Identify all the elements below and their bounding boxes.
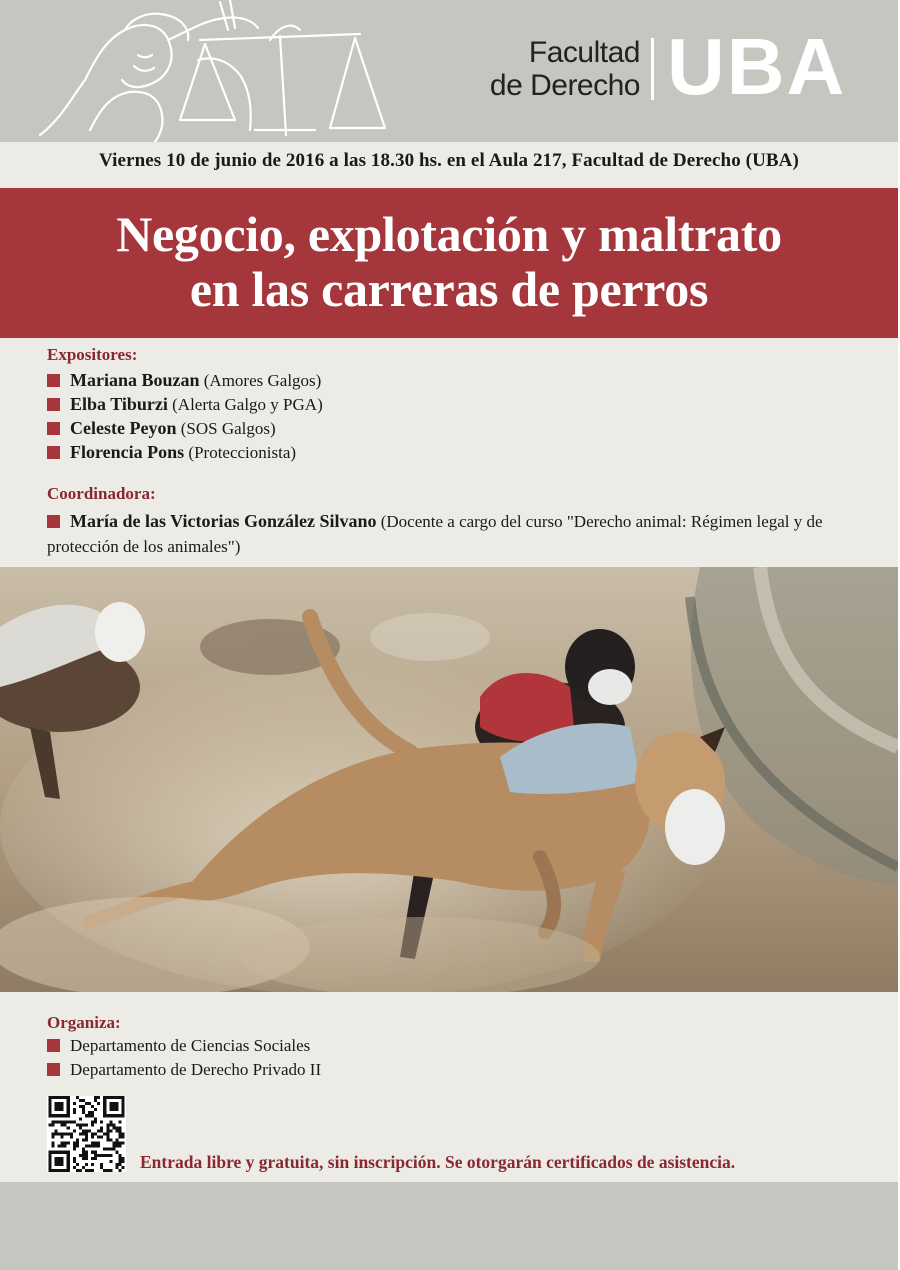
event-date-line: Viernes 10 de junio de 2016 a las 18.30 hs. en el Aula 217, Facultad de Derecho (UBA) [99, 150, 799, 171]
speaker-name: Elba Tiburzi [70, 394, 168, 414]
event-title-line-1: Negocio, explotación y maltrato [116, 206, 782, 262]
organizer-name: Departamento de Ciencias Sociales [70, 1036, 311, 1055]
speaker-affiliation: (SOS Galgos) [180, 419, 276, 438]
bullet-square-icon [47, 1063, 60, 1076]
event-title-line-2: en las carreras de perros [189, 261, 709, 317]
coordinator-name: María de las Victorias González Silvano [70, 511, 377, 531]
bullet-square-icon [47, 446, 60, 459]
university-logo-text: UBA [667, 22, 847, 111]
organizers-heading: Organiza: [47, 1013, 121, 1032]
coordinator-heading: Coordinadora: [47, 484, 156, 503]
coordinator-entry [47, 509, 857, 559]
footer-bar [0, 1182, 898, 1270]
bullet-square-icon [47, 515, 60, 528]
lady-justice-illustration [30, 0, 390, 142]
speaker-item [47, 440, 296, 465]
bullet-square-icon [47, 398, 60, 411]
bullet-square-icon [47, 374, 60, 387]
speaker-affiliation: (Proteccionista) [188, 443, 297, 462]
qr-code-icon [47, 1096, 126, 1172]
speaker-name: Florencia Pons [70, 442, 185, 462]
logo-divider [651, 38, 654, 100]
speakers-heading: Expositores: [47, 345, 138, 364]
bullet-square-icon [47, 422, 60, 435]
speaker-item [47, 392, 323, 417]
speaker-item [47, 368, 321, 393]
speaker-name: Celeste Peyon [70, 418, 177, 438]
qr-code[interactable] [47, 1096, 126, 1172]
speaker-affiliation: (Amores Galgos) [203, 371, 322, 390]
bullet-square-icon [47, 1039, 60, 1052]
poster-header [0, 0, 898, 142]
coordinator-description: (Docente a cargo del curso "Derecho animal: Régimen legal y de protección de los animales") [47, 512, 823, 556]
greyhound-race-photo [0, 567, 898, 992]
speaker-name: Mariana Bouzan [70, 370, 200, 390]
organizer-name: Departamento de Derecho Privado II [70, 1060, 322, 1079]
faculty-name [452, 36, 640, 102]
speaker-item [47, 416, 276, 441]
speaker-affiliation: (Alerta Galgo y PGA) [172, 395, 323, 414]
faculty-line-2: de Derecho [489, 69, 640, 102]
organizer-item [47, 1036, 310, 1056]
organizer-item [47, 1060, 321, 1080]
faculty-line-1: Facultad [528, 36, 640, 69]
free-entry-notice: Entrada libre y gratuita, sin inscripción. Se otorgarán certificados de asistencia. [140, 1152, 736, 1172]
